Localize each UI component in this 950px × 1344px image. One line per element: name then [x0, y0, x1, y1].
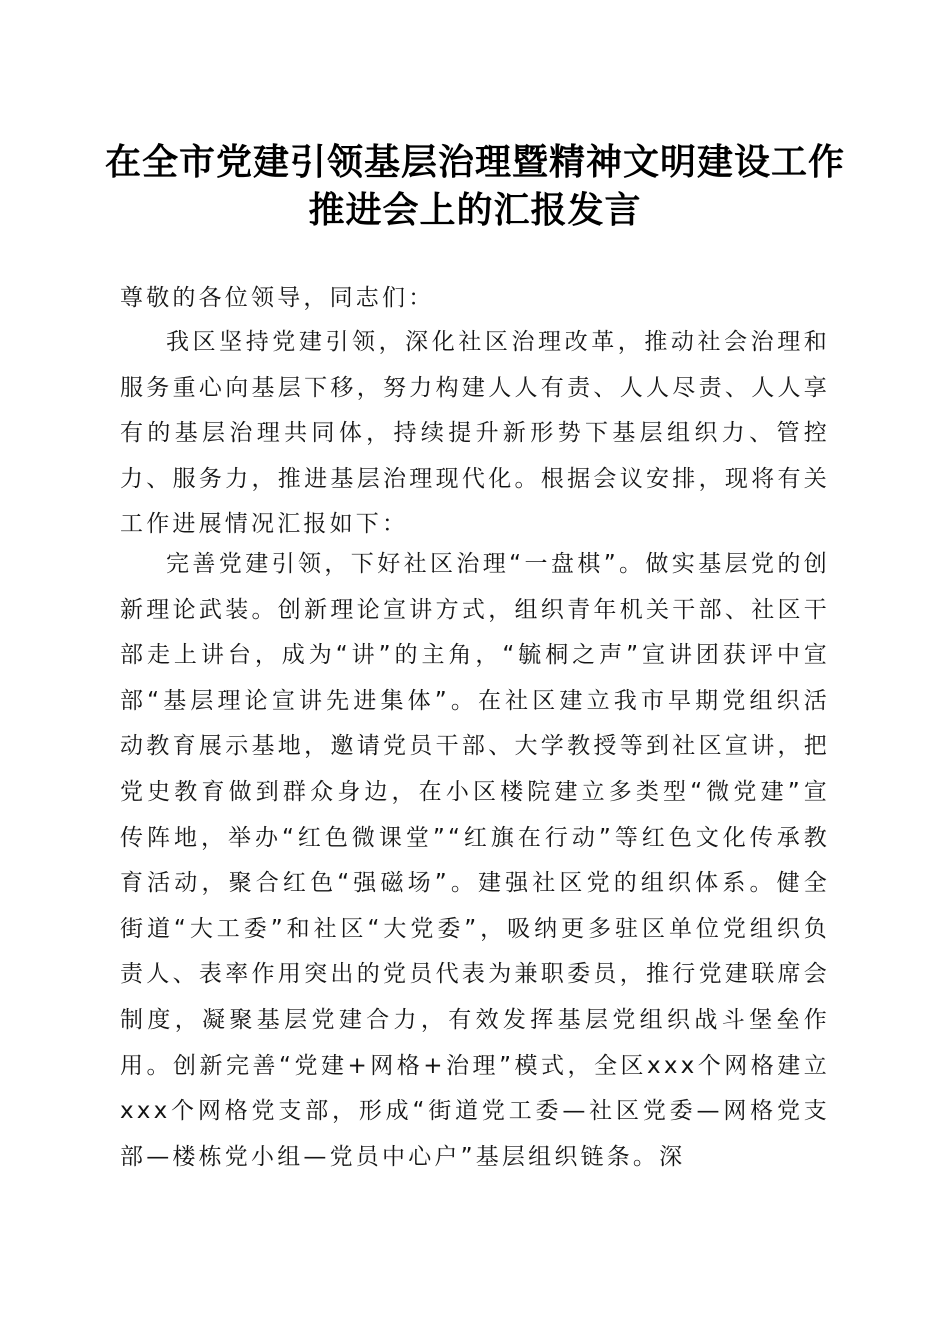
salutation: 尊敬的各位领导，同志们：: [120, 285, 435, 311]
document-title-line-1: 在全市党建引领基层治理暨精神文明建设工作: [104, 141, 845, 183]
paragraph-intro: 我区坚持党建引领，深化社区治理改革，推动社会治理和服务重心向基层下移，努力构建人人有责、人人尽责、人人享有的基层治理共同体，持续提升新形势下基层组织力、管控力、服务力，推进基层治理现代化。根据会议安排，现将有关工作进展情况汇报如下：: [120, 329, 830, 538]
paragraph-party-building: 完善党建引领，下好社区治理“一盘棋”。做实基层党的创新理论武装。创新理论宣讲方式，组织青年机关干部、社区干部走上讲台，成为“讲”的主角，“毓桐之声”宣讲团获评中宣部“基层理论宣讲先进集体”。在社区建立我市早期党组织活动教育展示基地，邀请党员干部、大学教授等到社区宣讲，把党史教育做到群众身边，在小区楼院建立多类型“微党建”宣传阵地，举办“红色微课堂”“红旗在行动”等红色文化传承教育活动，聚合红色“强磁场”。建强社区党的组织体系。健全街道“大工委”和社区“大党委”，吸纳更多驻区单位党组织负责人、表率作用突出的党员代表为兼职委员，推行党建联席会制度，凝聚基层党建合力，有效发挥基层党组织战斗堡垒作用。创新完善“党建+网格+治理”模式，全区xxx个网格建立xxx个网格党支部，形成“街道党工委—社区党委—网格党支部—楼栋党小组—党员中心户”基层组织链条。深: [120, 551, 830, 1170]
document-title-line-2: 推进会上的汇报发言: [308, 189, 642, 231]
